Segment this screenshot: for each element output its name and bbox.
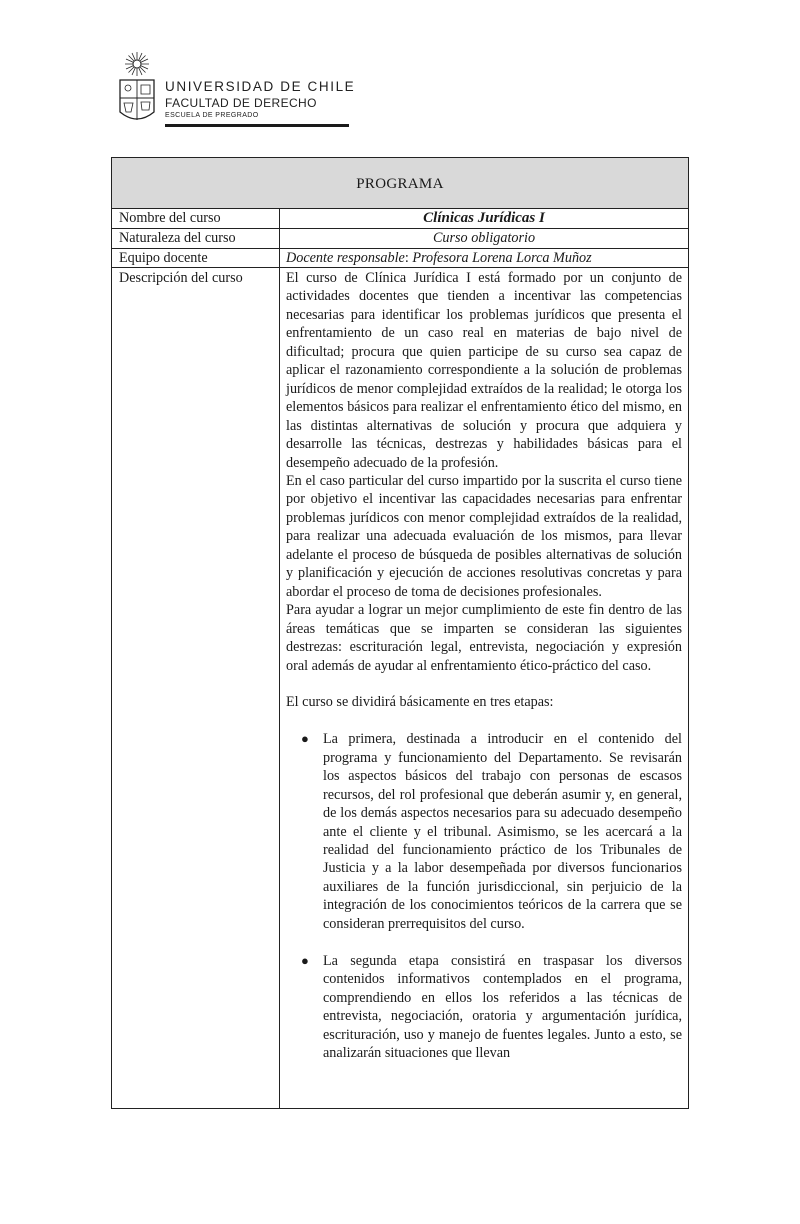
bullet-icon: ● (301, 731, 309, 747)
school-name: ESCUELA DE PREGRADO (165, 112, 259, 119)
stages-intro: El curso se dividirá básicamente en tres etapas: (286, 694, 554, 711)
table-row-course-name (112, 209, 688, 229)
stage-1-text: La primera, destinada a introducir en el contenido del programa y funcionamiento del Departamento. Se revisarán los aspectos básicos del trabajo con personas de escasos recursos, del rol profesional que deberán asumir y, en general, de los demás aspectos necesarios para su adecuado desempeño ante el cliente y el tribunal. Asimismo, se les acercará a la realidad del funcionamiento práctico de los Tribunales de Justicia y a la labor desempeñada por diversos funcionarios auxiliares de la función jurisdiccional, sin perjuicio de la integración de los conocimientos teóricos de la carrera que se consideran prerrequisitos del curso. (323, 731, 682, 932)
description-paragraph-3: Para ayudar a lograr un mejor cumplimiento de este fin dentro de las áreas temáticas que se imparten se consideran las siguientes destrezas: escrituración legal, entrevista, negociación y expresión oral además de ayudar al enfrentamiento ético-práctico del caso. (286, 602, 682, 674)
university-crest-icon (116, 50, 158, 130)
list-item (286, 730, 682, 933)
university-name: UNIVERSIDAD DE CHILE (165, 79, 356, 94)
table-row-description (112, 268, 688, 1108)
nature-label: Naturaleza del curso (119, 230, 236, 246)
list-item (286, 952, 682, 1063)
table-row-nature (112, 229, 688, 249)
header-divider (165, 124, 349, 127)
faculty-name: FACULTAD DE DERECHO (165, 96, 317, 110)
list-spacer (286, 933, 682, 951)
course-name-value: Clínicas Jurídicas I (423, 210, 545, 226)
nature-value: Curso obligatorio (432, 230, 536, 246)
stage-2-text: La segunda etapa consistirá en traspasar los diversos contenidos informativos contemplados en el programa, comprendiendo en ellos los referidos a las técnicas de entrevista, negociación, oratoria y argumentación jurídica, escrituración, uso y manejo de fuentes legales. Junto a esto, se analizarán situaciones que llevan (323, 952, 682, 1061)
stages-list (286, 730, 682, 1062)
description-label: Descripción del curso (119, 270, 243, 286)
description-paragraph-2: En el caso particular del curso impartido por la suscrita el curso tiene por objetivo el incentivar las capacidades necesarias para enfrentar problemas jurídicos con menor complejidad extraídos de la realidad, para realizar una adecuada evaluación de los mismos, para llevar adelante el proceso de búsqueda de posibles alternativas de solución y planificación y ejecución de acciones resolutivas concretas y para abordar el proceso de toma de decisiones profesionales. (286, 472, 682, 600)
program-table (111, 157, 689, 1109)
blank-line (286, 712, 682, 730)
course-name-label: Nombre del curso (119, 210, 221, 226)
table-title-row (112, 158, 688, 209)
table-row-team (112, 249, 688, 269)
team-label: Equipo docente (119, 249, 208, 266)
institution-header (116, 50, 356, 130)
description-body (286, 269, 682, 1062)
blank-line (286, 675, 682, 693)
team-value-name: Profesora Lorena Lorca Muñoz (408, 249, 592, 266)
table-title: PROGRAMA (356, 176, 444, 192)
description-paragraph-1: El curso de Clínica Jurídica I está formado por un conjunto de actividades docentes que tienden a incentivar las competencias necesarias para identificar los problemas jurídicos que presenta el enfrentamiento de un caso real en materias de bajo nivel de dificultad; procura que quien participe de su curso sea capaz de aplicar el razonamiento correspondiente a la solución de problemas jurídicos de menor complejidad extraídos de la realidad; le otorga los elementos básicos para realizar el enfrentamiento ético del mismo, en las distintas alternativas de solución y procura que adquiera y desarrolle las técnicas, destrezas y habilidades básicas para el desempeño adecuado de la profesión. (286, 270, 682, 471)
team-value-colon: : (404, 249, 409, 266)
team-value-prefix: Docente responsable (286, 249, 405, 266)
bullet-icon: ● (301, 952, 309, 968)
team-value (286, 249, 592, 268)
